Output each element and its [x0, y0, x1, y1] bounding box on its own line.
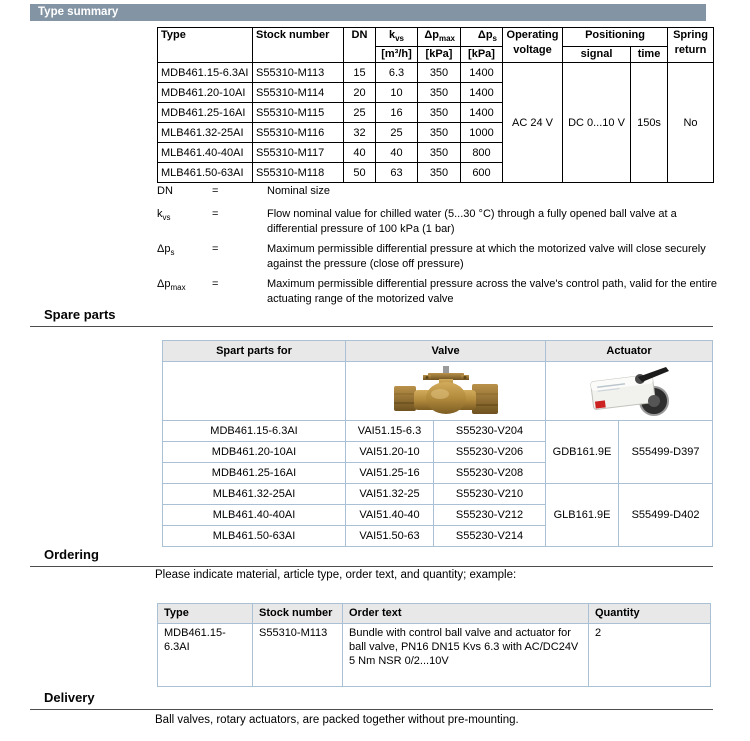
col-dn: DN: [344, 28, 376, 63]
cell-type: MDB461.25-16AI: [158, 103, 253, 123]
valve-photo-cell: [346, 362, 546, 421]
col-positioning-signal: signal: [563, 47, 631, 63]
cell-order-text: Bundle with control ball valve and actuator for ball valve, PN16 DN15 Kvs 6.3 with AC/DC24V 5 Nm NSR 0/2...10V: [343, 624, 589, 687]
type-summary-table: [157, 27, 714, 183]
section-banner-type-summary: Type summary: [30, 4, 706, 21]
cell-valve-type: VAI51.40-40: [346, 505, 434, 526]
cell-actuator-type: GDB161.9E: [546, 421, 619, 484]
ball-valve-icon: [390, 364, 502, 418]
col-order-stock-number: Stock number: [253, 604, 343, 624]
cell-order-quantity: 2: [589, 624, 711, 687]
cell-valve-stock: S55230-V212: [434, 505, 546, 526]
cell-valve-type: VAI51.15-6.3: [346, 421, 434, 442]
cell-dn: 50: [344, 163, 376, 183]
cell-dpmax: 350: [418, 63, 461, 83]
col-type: Type: [158, 28, 253, 63]
definition-dn: [157, 184, 713, 202]
cell-spare-for: MLB461.40-40AI: [163, 505, 346, 526]
col-operating-voltage: Operating voltage: [503, 28, 563, 63]
cell-dpmax: 350: [418, 83, 461, 103]
cell-signal: DC 0...10 V: [563, 63, 631, 183]
cell-type: MDB461.20-10AI: [158, 83, 253, 103]
col-positioning-time: time: [631, 47, 668, 63]
cell-dn: 32: [344, 123, 376, 143]
col-order-type: Type: [158, 604, 253, 624]
col-dpmax: $\Delta p_{max}$: [418, 28, 461, 47]
cell-stock: S55310-M113: [253, 63, 344, 83]
cell-order-type: MDB461.15-6.3AI: [158, 624, 253, 687]
cell-dn: 15: [344, 63, 376, 83]
cell-kvs: 40: [376, 143, 418, 163]
cell-spare-for: MDB461.15-6.3AI: [163, 421, 346, 442]
definition-equals: =: [212, 208, 219, 221]
cell-dn: 20: [344, 83, 376, 103]
cell-order-stock: S55310-M113: [253, 624, 343, 687]
definition-text: Nominal size: [267, 185, 330, 197]
definition-equals: =: [212, 278, 219, 291]
table-row: [158, 63, 714, 83]
empty-cell: [163, 362, 346, 421]
cell-valve-stock: S55230-V214: [434, 526, 546, 547]
col-kvs-unit: [m³/h]: [376, 47, 418, 63]
cell-valve-stock: S55230-V204: [434, 421, 546, 442]
cell-kvs: 6.3: [376, 63, 418, 83]
cell-dpmax: 350: [418, 163, 461, 183]
heading-delivery: Delivery: [30, 690, 713, 710]
col-stock-number: Stock number: [253, 28, 344, 63]
cell-dps: 600: [461, 163, 503, 183]
cell-dps: 1000: [461, 123, 503, 143]
definition-equals: =: [212, 243, 219, 256]
cell-actuator-type: GLB161.9E: [546, 484, 619, 547]
heading-ordering: Ordering: [30, 547, 713, 567]
cell-valve-type: VAI51.20-10: [346, 442, 434, 463]
cell-spare-for: MDB461.20-10AI: [163, 442, 346, 463]
definition-equals: =: [212, 185, 219, 197]
col-spring-return: Spring return: [668, 28, 714, 63]
cell-stock: S55310-M118: [253, 163, 344, 183]
cell-type: MLB461.32-25AI: [158, 123, 253, 143]
cell-spare-for: MLB461.32-25AI: [163, 484, 346, 505]
col-order-text: Order text: [343, 604, 589, 624]
definition-kvs: [157, 207, 713, 237]
cell-type: MDB461.15-6.3AI: [158, 63, 253, 83]
definition-dps: [157, 242, 713, 272]
col-dps-unit: [kPa]: [461, 47, 503, 63]
cell-actuator-stock: S55499-D397: [619, 421, 713, 484]
definition-term: $\Delta p_{max}$: [157, 278, 186, 293]
cell-kvs: 16: [376, 103, 418, 123]
cell-dn: 25: [344, 103, 376, 123]
definition-text: Maximum permissible differential pressure at which the motorized valve will close securely against the pressure (close off pressure): [267, 243, 706, 271]
col-positioning: Positioning: [563, 28, 668, 47]
delivery-text: Ball valves, rotary actuators, are packed together without pre-mounting.: [155, 714, 519, 726]
definition-text: Maximum permissible differential pressure across the valve's control path, valid for the entire actuating range of the motorized valve: [267, 278, 718, 306]
definition-term: $k_{vs}$: [157, 208, 171, 223]
ordering-table: [157, 603, 711, 687]
cell-operating-voltage: AC 24 V: [503, 63, 563, 183]
cell-valve-type: VAI51.25-16: [346, 463, 434, 484]
col-kvs: $k_{vs}$: [376, 28, 418, 47]
cell-valve-type: VAI51.32-25: [346, 484, 434, 505]
cell-spare-for: MDB461.25-16AI: [163, 463, 346, 484]
cell-dps: 800: [461, 143, 503, 163]
col-dps: $\Delta p_s$: [461, 28, 503, 47]
cell-dn: 40: [344, 143, 376, 163]
cell-valve-type: VAI51.50-63: [346, 526, 434, 547]
cell-time: 150s: [631, 63, 668, 183]
cell-valve-stock: S55230-V206: [434, 442, 546, 463]
actuator-photo-cell: [546, 362, 713, 421]
cell-stock: S55310-M114: [253, 83, 344, 103]
cell-stock: S55310-M117: [253, 143, 344, 163]
cell-type: MLB461.40-40AI: [158, 143, 253, 163]
definition-term: $\Delta p_s$: [157, 243, 175, 258]
definition-text: Flow nominal value for chilled water (5...30 °C) through a fully opened ball valve at a differential pressure of 100 kPa (1 bar): [267, 208, 677, 236]
rotary-actuator-icon: [574, 364, 684, 418]
cell-dpmax: 350: [418, 143, 461, 163]
cell-kvs: 63: [376, 163, 418, 183]
col-spare-parts-for: Spart parts for: [163, 341, 346, 362]
table-row: [158, 624, 711, 687]
col-valve: Valve: [346, 341, 546, 362]
heading-spare-parts: Spare parts: [30, 307, 713, 327]
product-images-row: [163, 362, 713, 421]
cell-stock: S55310-M115: [253, 103, 344, 123]
definition-dpmax: [157, 277, 718, 307]
cell-dpmax: 350: [418, 123, 461, 143]
cell-kvs: 10: [376, 83, 418, 103]
ordering-intro-text: Please indicate material, article type, order text, and quantity; example:: [155, 569, 517, 581]
cell-stock: S55310-M116: [253, 123, 344, 143]
definition-term: DN: [157, 185, 173, 197]
table-row: [163, 484, 713, 505]
col-order-quantity: Quantity: [589, 604, 711, 624]
cell-kvs: 25: [376, 123, 418, 143]
cell-valve-stock: S55230-V210: [434, 484, 546, 505]
spare-parts-table: [162, 340, 713, 547]
cell-dpmax: 350: [418, 103, 461, 123]
cell-spare-for: MLB461.50-63AI: [163, 526, 346, 547]
cell-actuator-stock: S55499-D402: [619, 484, 713, 547]
cell-dps: 1400: [461, 103, 503, 123]
cell-type: MLB461.50-63AI: [158, 163, 253, 183]
table-row: [163, 421, 713, 442]
col-dpmax-unit: [kPa]: [418, 47, 461, 63]
cell-spring-return: No: [668, 63, 714, 183]
col-actuator: Actuator: [546, 341, 713, 362]
cell-valve-stock: S55230-V208: [434, 463, 546, 484]
definitions-list: [157, 184, 718, 312]
cell-dps: 1400: [461, 83, 503, 103]
cell-dps: 1400: [461, 63, 503, 83]
